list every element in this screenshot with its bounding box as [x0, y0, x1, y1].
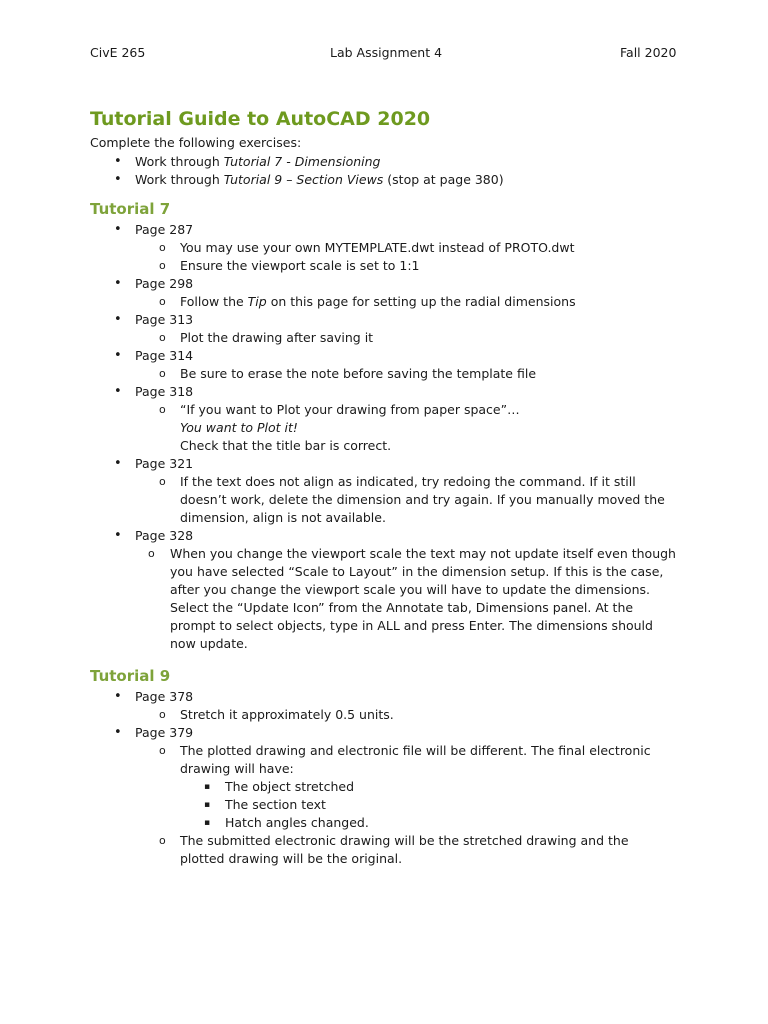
item-text: When you change the viewport scale the text may not update itself even though	[170, 546, 676, 561]
intro-text: Complete the following exercises:	[90, 135, 302, 150]
page-label: Page 314	[135, 348, 194, 363]
list-item	[0, 257, 768, 275]
item-text: now update.	[170, 636, 248, 651]
list-item-continuation	[0, 437, 768, 455]
list-item-continuation	[0, 581, 768, 599]
item-text-emphasis: Tip	[247, 294, 267, 309]
page-label: Page 313	[135, 312, 194, 327]
list-item-continuation	[0, 635, 768, 653]
list-item-continuation	[0, 617, 768, 635]
list-item	[0, 706, 768, 724]
list-item	[0, 778, 768, 796]
page-label: Page 298	[135, 276, 194, 291]
bullet-circle: o	[159, 259, 166, 272]
item-text-part: Follow the	[180, 294, 248, 309]
list-item	[0, 347, 768, 365]
bullet-disc: •	[114, 384, 122, 399]
list-item-continuation	[0, 419, 768, 437]
header-term: Fall 2020	[620, 45, 677, 60]
bullet-circle: o	[159, 295, 166, 308]
list-item	[0, 239, 768, 257]
bullet-circle: o	[159, 403, 166, 416]
list-item	[0, 153, 768, 171]
item-text: The plotted drawing and electronic file will be different. The final electronic	[180, 743, 651, 758]
bullet-circle: o	[159, 367, 166, 380]
exercise-title: Tutorial 7 - Dimensioning	[223, 154, 381, 169]
list-item	[0, 473, 768, 491]
list-item-continuation	[0, 599, 768, 617]
list-item-continuation	[0, 509, 768, 527]
item-text: The submitted electronic drawing will be the stretched drawing and the	[180, 833, 629, 848]
tutorial7-list	[0, 221, 768, 653]
item-text: The object stretched	[225, 779, 355, 794]
list-item	[0, 688, 768, 706]
bullet-circle: o	[159, 708, 166, 721]
bullet-square: ▪	[204, 782, 211, 792]
bullet-disc: •	[114, 172, 122, 187]
tutorial9-list	[0, 688, 768, 868]
item-text-emphasis: You want to Plot it!	[180, 420, 298, 435]
item-text: Select the “Update Icon” from the Annotate tab, Dimensions panel. At the	[170, 600, 634, 615]
item-text: you have selected “Scale to Layout” in the dimension setup. If this is the case,	[170, 564, 664, 579]
tutorial9-heading: Tutorial 9	[90, 667, 171, 685]
list-item	[0, 455, 768, 473]
list-item	[0, 293, 768, 311]
list-item-continuation	[0, 563, 768, 581]
bullet-disc: •	[114, 312, 122, 327]
bullet-circle: o	[159, 834, 166, 847]
item-text: The section text	[225, 797, 326, 812]
item-text: plotted drawing will be the original.	[180, 851, 403, 866]
page-label: Page 318	[135, 384, 194, 399]
item-text: You may use your own MYTEMPLATE.dwt instead of PROTO.dwt	[180, 240, 575, 255]
item-text: Be sure to erase the note before saving the template file	[180, 366, 537, 381]
bullet-disc: •	[114, 528, 122, 543]
item-text: “If you want to Plot your drawing from paper space”…	[180, 402, 520, 417]
item-text: drawing will have:	[180, 761, 294, 776]
item-text: prompt to select objects, type in ALL and press Enter. The dimensions should	[170, 618, 653, 633]
list-item	[0, 171, 768, 189]
header-course: CivE 265	[90, 45, 146, 60]
page-label: Page 378	[135, 689, 194, 704]
list-item	[0, 814, 768, 832]
item-text	[180, 293, 576, 311]
page-label: Page 328	[135, 528, 194, 543]
bullet-circle: o	[148, 547, 155, 560]
document-title: Tutorial Guide to AutoCAD 2020	[90, 108, 431, 130]
item-text: Stretch it approximately 0.5 units.	[180, 707, 394, 722]
item-text-part: on this page for setting up the radial dimensions	[266, 294, 576, 309]
bullet-disc: •	[114, 276, 122, 291]
bullet-disc: •	[114, 154, 122, 169]
list-item	[0, 275, 768, 293]
list-item	[0, 221, 768, 239]
list-item	[0, 383, 768, 401]
list-item	[0, 401, 768, 419]
bullet-disc: •	[114, 725, 122, 740]
list-item	[0, 545, 768, 563]
header-assignment: Lab Assignment 4	[330, 45, 443, 60]
list-item-continuation	[0, 850, 768, 868]
list-item	[0, 832, 768, 850]
bullet-circle: o	[159, 331, 166, 344]
page-label: Page 321	[135, 456, 194, 471]
page-label: Page 379	[135, 725, 194, 740]
list-item	[0, 724, 768, 742]
bullet-circle: o	[159, 241, 166, 254]
page-label: Page 287	[135, 222, 194, 237]
item-text: dimension, align is not available.	[180, 510, 386, 525]
exercise-prefix: Work through	[135, 172, 224, 187]
list-item	[0, 796, 768, 814]
bullet-disc: •	[114, 456, 122, 471]
bullet-disc: •	[114, 689, 122, 704]
list-item	[0, 742, 768, 760]
bullet-disc: •	[114, 348, 122, 363]
exercise-prefix: Work through	[135, 154, 224, 169]
bullet-square: ▪	[204, 818, 211, 828]
exercise-suffix: (stop at page 380)	[383, 172, 504, 187]
bullet-square: ▪	[204, 800, 211, 810]
exercise-title: Tutorial 9 – Section Views	[223, 172, 384, 187]
bullet-disc: •	[114, 222, 122, 237]
bullet-circle: o	[159, 744, 166, 757]
tutorial7-heading: Tutorial 7	[90, 200, 171, 218]
bullet-circle: o	[159, 475, 166, 488]
item-text: doesn’t work, delete the dimension and try again. If you manually moved the	[180, 492, 665, 507]
list-item	[0, 311, 768, 329]
exercise-list	[0, 153, 768, 189]
item-text: Ensure the viewport scale is set to 1:1	[180, 258, 420, 273]
list-item-continuation	[0, 760, 768, 778]
list-item	[0, 365, 768, 383]
item-text: after you change the viewport scale you will have to update the dimensions.	[170, 582, 650, 597]
item-text: If the text does not align as indicated, try redoing the command. If it still	[180, 474, 636, 489]
item-text: Check that the title bar is correct.	[180, 438, 392, 453]
list-item	[0, 527, 768, 545]
item-text: Plot the drawing after saving it	[180, 330, 374, 345]
list-item	[0, 329, 768, 347]
item-text: Hatch angles changed.	[225, 815, 369, 830]
list-item-continuation	[0, 491, 768, 509]
